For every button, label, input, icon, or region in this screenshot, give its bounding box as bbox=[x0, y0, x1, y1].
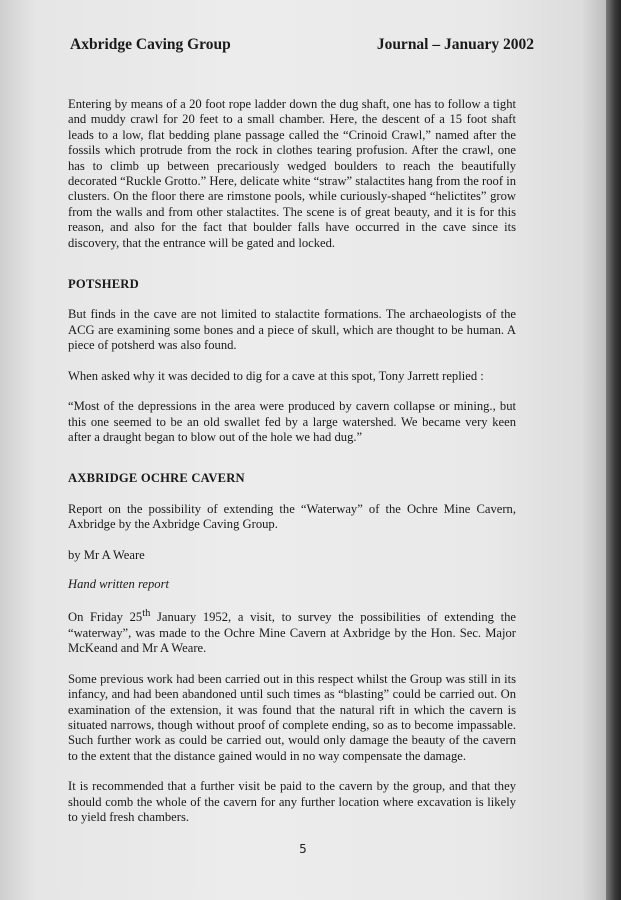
ochre-author: by Mr A Weare bbox=[68, 547, 145, 562]
article-body bbox=[68, 97, 516, 840]
ochre-p1-ordinal: th bbox=[142, 608, 151, 620]
potsherd-heading: POTSHERD bbox=[68, 277, 139, 292]
ochre-report-title: Report on the possibility of extending the “Waterway” of the Ochre Mine Cavern, Axbridge by the Axbridge Caving Group. bbox=[68, 501, 516, 532]
potsherd-quote: “Most of the depressions in the area were produced by cavern collapse or mining., but this one seemed to be an old swallet fed by a large watershed. We became very keen after a draught began to blow out of the hole we had dug.” bbox=[68, 399, 516, 444]
potsherd-paragraph-1: But finds in the cave are not limited to stalactite formations. The archaeologists of the ACG are examining some bones and a piece of skull, which are thought to be human. A piece of potsherd was also found. bbox=[68, 307, 516, 353]
ochre-p1-rest: January 1952, a visit, to survey the possibilities of extending the “waterway”, was made to the Ochre Mine Cavern at Axbridge by the Hon. Sec. Major McKeand and Mr A Weare. bbox=[68, 610, 516, 656]
ochre-handwritten-note: Hand written report bbox=[68, 576, 169, 591]
binding-shadow bbox=[606, 0, 621, 900]
ochre-paragraph-1 bbox=[68, 606, 516, 656]
page-number: 5 bbox=[299, 842, 307, 856]
intro-paragraph: Entering by means of a 20 foot rope ladder down the dug shaft, one has to follow a tight and muddy crawl for 20 feet to a small chamber. Here, the descent of a 15 foot shaft leads to a low, flat bedding plane passage called the “Crinoid Crawl,” named after the fossils which protrude from the rock in clothes tearing profusion. After the crawl, one has to climb up between precariously wedged boulders to reach the beautifully decorated “Ruckle Grotto.” Here, delicate white “straw” stalactites hang from the roof in clusters. On the floor there are rimstone pools, while curiously-shaped “helictites” grow from the walls and from other stalactites. The scene is of great beauty, and it is for this reason, and also for the fact that boulder falls have occurred in the cave since its discovery, that the entrance will be gated and locked. bbox=[68, 97, 516, 250]
potsherd-paragraph-2: When asked why it was decided to dig for a cave at this spot, Tony Jarrett replied : bbox=[68, 368, 484, 383]
ochre-paragraph-2: Some previous work had been carried out in this respect whilst the Group was still in its infancy, and had been abandoned until such times as “blasting” could be carried out. On examination of the extension, it was found that the natural rift in which the cavern is situated narrows, though without proof of complete ending, so as to become impassable. Such further work as could be carried out, would only damage the beauty of the cavern to the extent that the distance gained would in no way compensate the damage. bbox=[68, 671, 516, 763]
ochre-cavern-heading: AXBRIDGE OCHRE CAVERN bbox=[68, 471, 245, 486]
ochre-p1-start: On Friday 25 bbox=[68, 610, 143, 625]
page-header bbox=[70, 36, 534, 60]
ochre-paragraph-3: It is recommended that a further visit be paid to the cavern by the group, and that they should comb the whole of the cavern for any further location where excavation is likely to yield fresh chambers. bbox=[68, 779, 516, 824]
header-journal-date: Journal – January 2002 bbox=[376, 36, 534, 53]
header-group-name: Axbridge Caving Group bbox=[70, 36, 231, 53]
